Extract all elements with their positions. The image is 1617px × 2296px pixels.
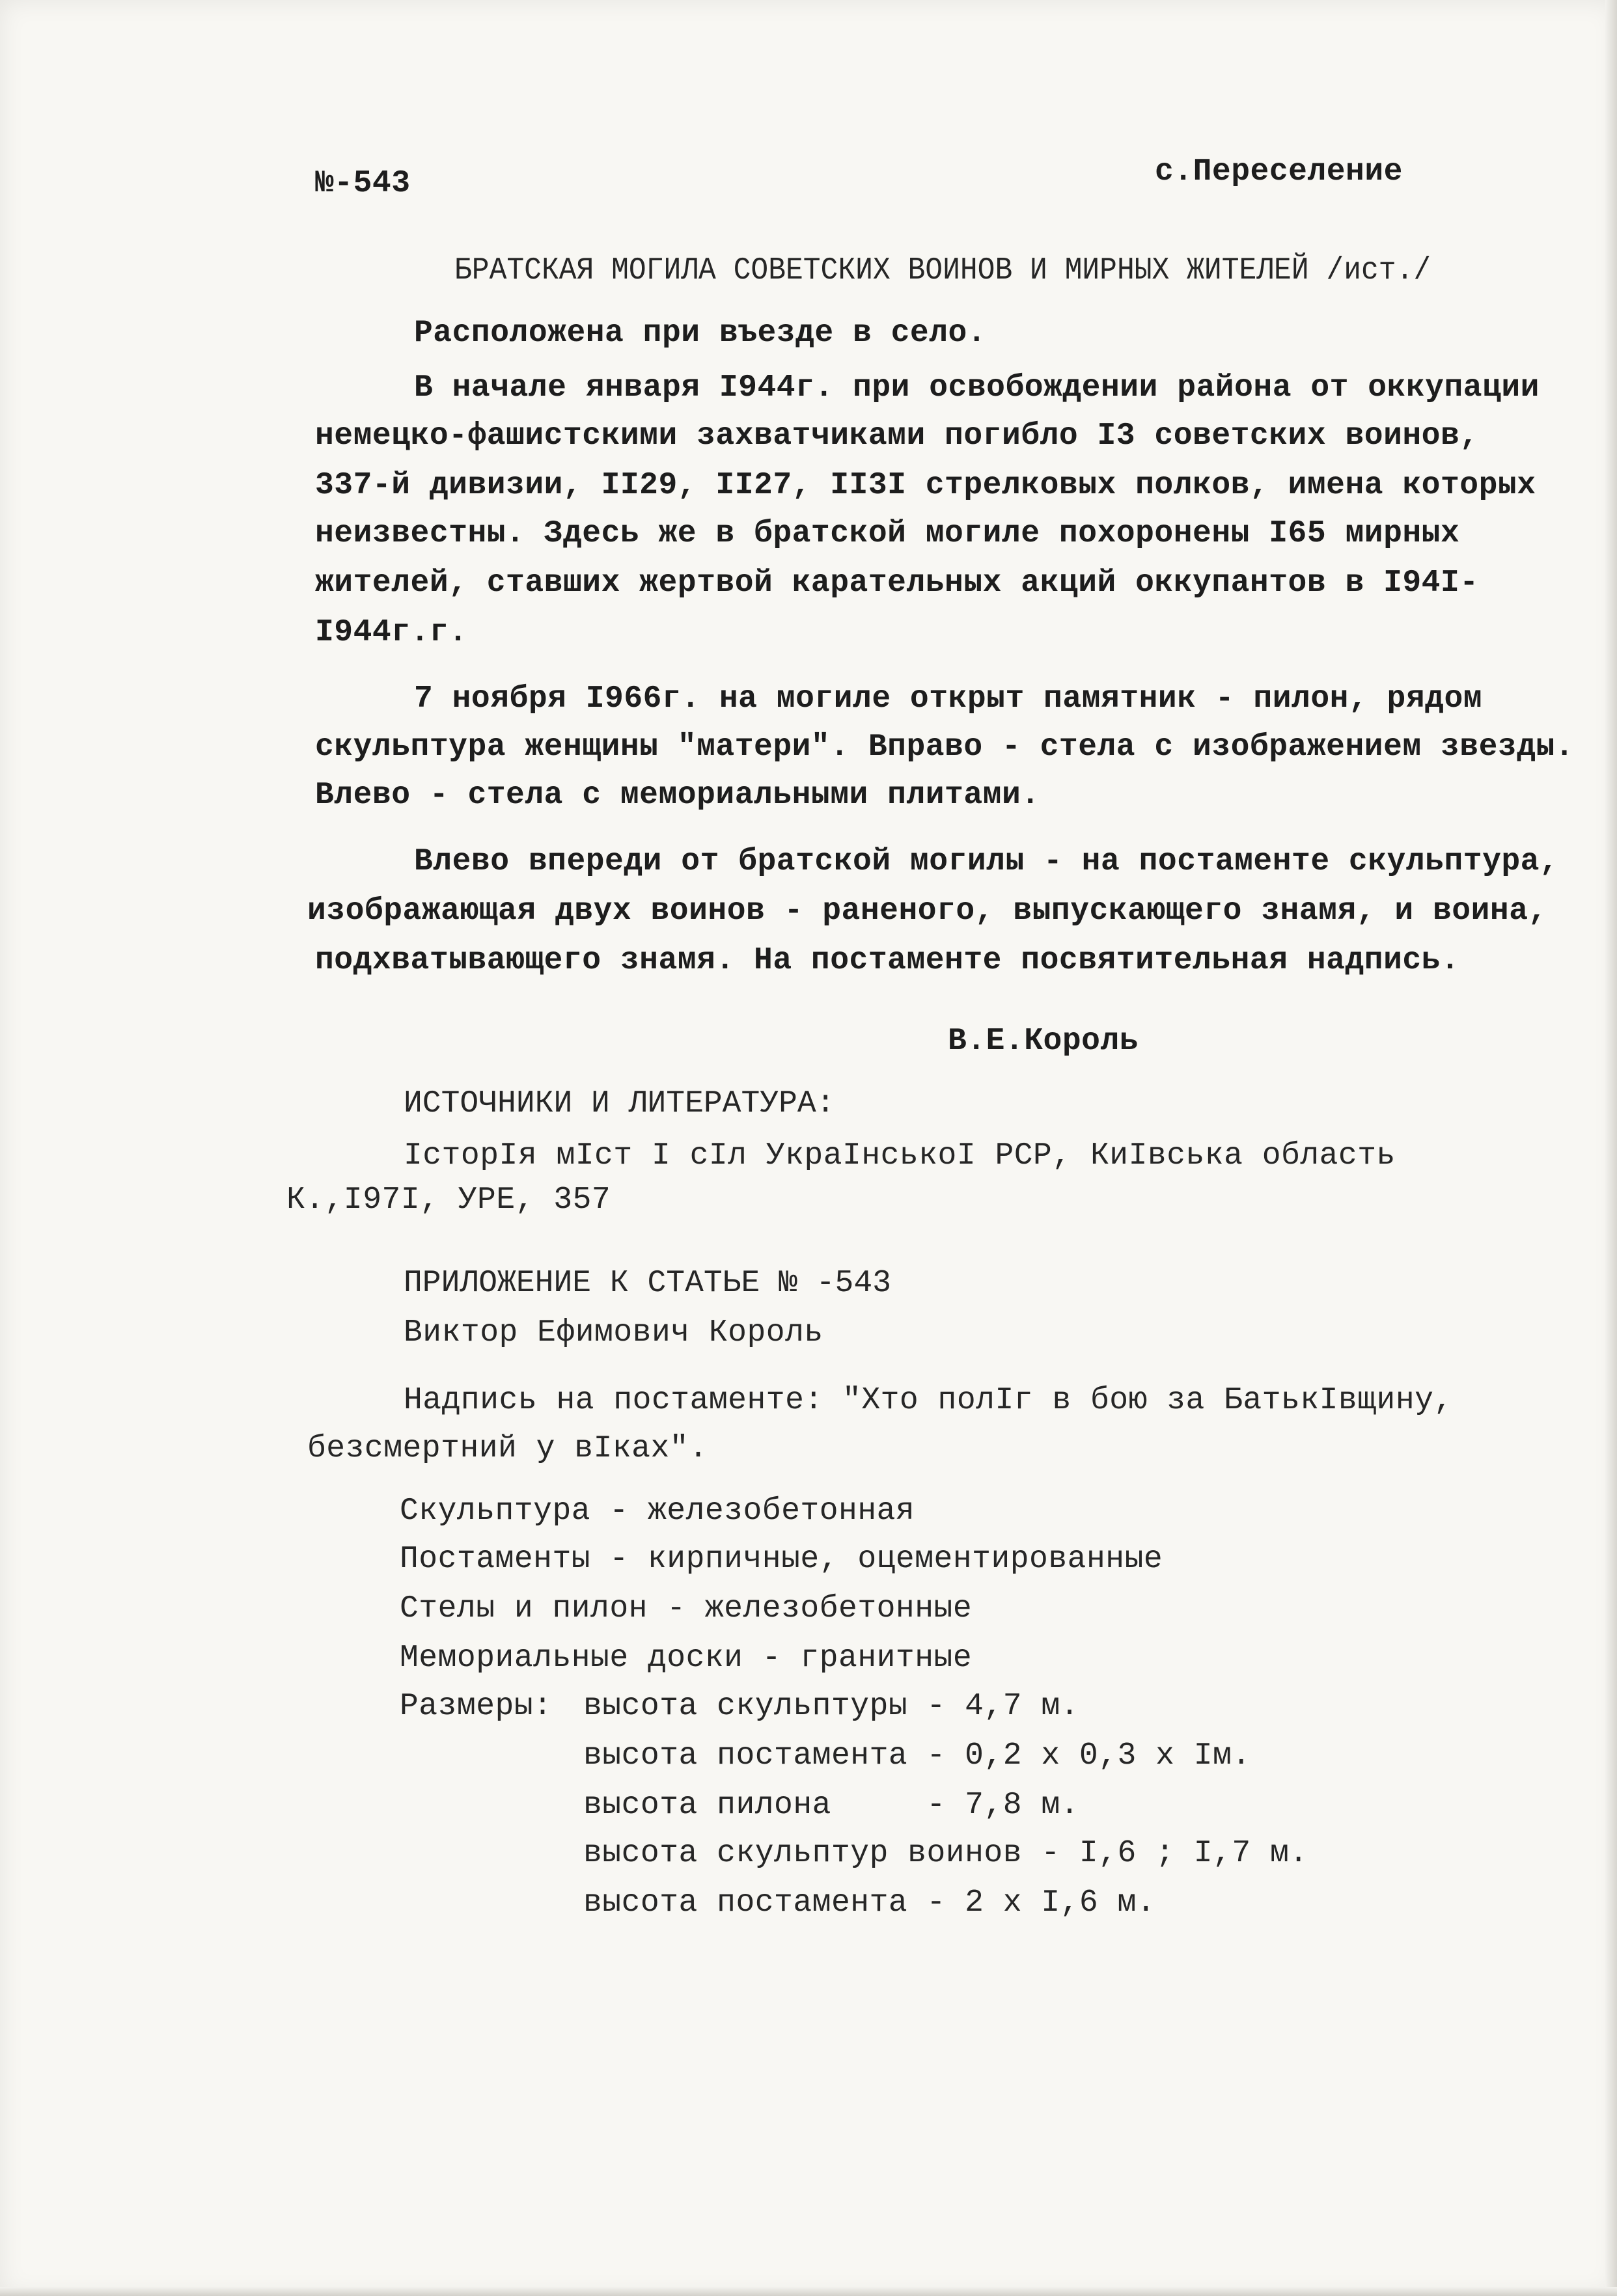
body-line: В начале января I944г. при освобождении района от оккупации [414, 370, 1540, 405]
body-line: 7 ноября I966г. на могиле открыт памятник - пилон, рядом [414, 681, 1483, 717]
body-line: жителей, ставших жертвой карательных акций оккупантов в I94I- [315, 566, 1479, 601]
document-location: с.Переселение [1155, 154, 1403, 189]
material-line: Мемориальные доски - гранитные [400, 1641, 973, 1676]
body-line: неизвестны. Здесь же в братской могиле похоронены I65 мирных [315, 516, 1460, 551]
document-number: №-543 [315, 166, 411, 201]
material-line: Постаменты - кирпичные, оцементированные [400, 1542, 1163, 1577]
author-signature: В.Е.Король [948, 1024, 1139, 1059]
page-edge-shadow [1605, 0, 1617, 2296]
body-line: подхватывающего знамя. На постаменте посвятительная надпись. [315, 943, 1460, 978]
size-line: высота постамента - 0,2 х 0,3 х Iм. [583, 1738, 1251, 1773]
size-line: высота скульптур воинов - I,6 ; I,7 м. [583, 1836, 1308, 1871]
inscription-line: безсмертний у вIках". [307, 1431, 708, 1466]
size-line: высота пилона - 7,8 м. [583, 1788, 1079, 1823]
body-line: Влево - стела с мемориальными плитами. [315, 778, 1040, 813]
material-line: Скульптура - железобетонная [400, 1494, 915, 1529]
body-line: Влево впереди от братской могилы - на постаменте скульптура, [414, 844, 1559, 879]
body-line: Расположена при въезде в село. [414, 316, 987, 351]
source-line: IсторIя мIст I сIл УкраIнськоI РСР, КиIвська область [404, 1138, 1396, 1173]
source-line: К.,I97I, УРЕ, 357 [286, 1182, 611, 1218]
sources-heading: ИСТОЧНИКИ И ЛИТЕРАТУРА: [404, 1086, 835, 1121]
material-line: Стелы и пилон - железобетонные [400, 1591, 973, 1626]
appendix-heading: ПРИЛОЖЕНИЕ К СТАТЬЕ № -543 [404, 1266, 891, 1301]
body-line: скульптура женщины "матери". Вправо - стела с изображением звезды. [315, 730, 1575, 765]
size-line: высота скульптуры - 4,7 м. [583, 1689, 1079, 1724]
document-title: БРАТСКАЯ МОГИЛА СОВЕТСКИХ ВОИНОВ И МИРНЫХ ЖИТЕЛЕЙ /ист./ [454, 253, 1431, 288]
page-edge-shadow-bottom [0, 2287, 1617, 2296]
body-line: изображающая двух воинов - раненого, выпускающего знамя, и воина, [307, 894, 1547, 929]
body-line: 337-й дивизии, II29, II27, II3I стрелковых полков, имена которых [315, 468, 1536, 503]
sizes-label: Размеры: [400, 1689, 553, 1724]
appendix-author: Виктор Ефимович Король [404, 1315, 823, 1350]
body-line: немецко-фашистскими захватчиками погибло I3 советских воинов, [315, 418, 1479, 454]
size-line: высота постамента - 2 х I,6 м. [583, 1885, 1156, 1920]
inscription-line: Надпись на постаменте: "Хто полIг в бою за БатькIвщину, [404, 1383, 1453, 1418]
body-line: I944г.г. [315, 615, 468, 650]
